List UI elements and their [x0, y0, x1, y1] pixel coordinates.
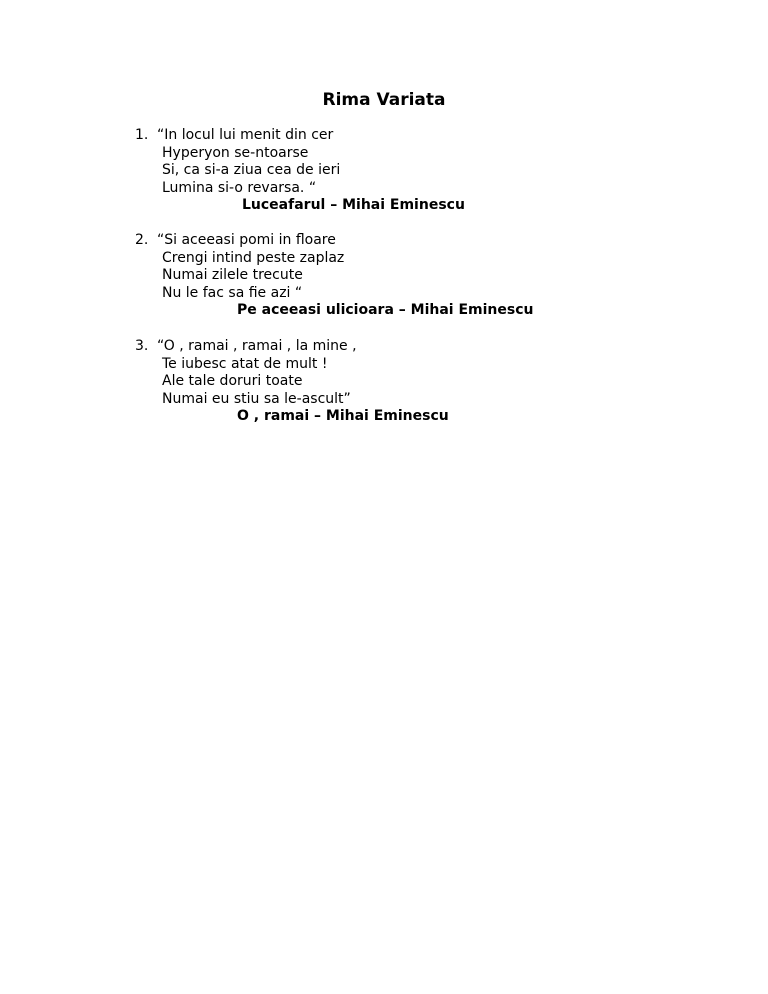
poem-line-text: “Si aceeasi pomi in floare	[157, 232, 336, 248]
page-title: Rima Variata	[322, 90, 446, 110]
poem-line: Lumina si-o revarsa. “	[162, 179, 317, 196]
poem-attribution: Luceafarul – Mihai Eminescu	[242, 197, 465, 214]
poem-line	[135, 338, 695, 356]
poem-number: 2.	[135, 232, 149, 248]
poem-line: Te iubesc atat de mult !	[162, 355, 328, 372]
poem-line: Numai eu stiu sa le-ascult”	[162, 390, 351, 407]
poem-line: Si, ca si-a ziua cea de ieri	[162, 162, 341, 179]
poem-line: Ale tale doruri toate	[162, 373, 303, 390]
poem-line: Numai zilele trecute	[162, 267, 303, 284]
poem-number: 1.	[135, 127, 149, 143]
poem-line	[135, 127, 695, 145]
poem-number: 3.	[135, 338, 149, 354]
poem-item	[135, 232, 695, 320]
poem-line: Nu le fac sa fie azi “	[162, 284, 303, 301]
poem-item	[135, 127, 695, 215]
poem-line: Hyperyon se-ntoarse	[162, 144, 309, 161]
poem-line	[135, 232, 695, 250]
poem-line-text: “O , ramai , ramai , la mine ,	[157, 338, 357, 354]
poem-line: Crengi intind peste zaplaz	[162, 249, 345, 266]
poem-attribution: O , ramai – Mihai Eminescu	[237, 408, 449, 425]
poem-attribution: Pe aceeasi ulicioara – Mihai Eminescu	[237, 302, 534, 319]
poem-line-text: “In locul lui menit din cer	[157, 127, 334, 143]
poem-item	[135, 338, 695, 426]
